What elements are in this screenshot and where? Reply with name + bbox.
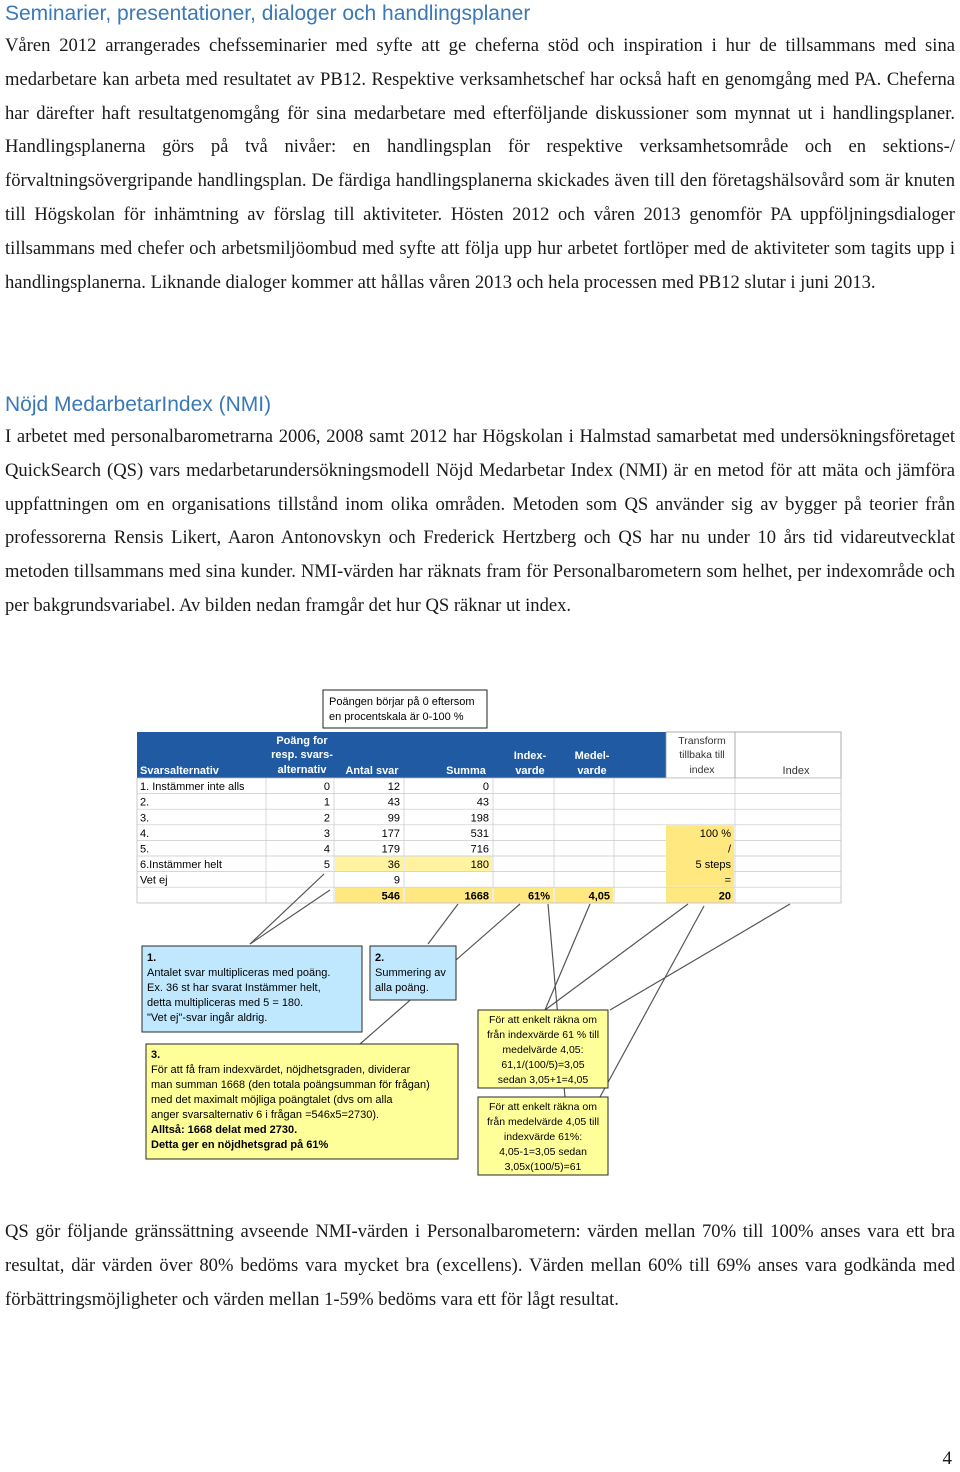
box3-line: För att få fram indexvärdet, nöjdhetsgraden, dividerar — [151, 1064, 411, 1076]
box5-line: För att enkelt räkna om — [489, 1101, 597, 1113]
top-note-line: Poängen börjar på 0 eftersom — [329, 696, 475, 708]
table-cell-label: 3. — [140, 812, 150, 825]
table-cell-label: 5. — [140, 843, 150, 856]
header-svarsalternativ: Svarsalternativ — [140, 765, 219, 777]
table-cell-summa: 43 — [476, 796, 489, 809]
box3-line: man summan 1668 (den totala poängsumman för frågan) — [151, 1079, 430, 1091]
box4-line: 61,1/(100/5)=3,05 — [501, 1059, 585, 1071]
header-poang: resp. svars- — [271, 749, 333, 761]
box5-line: indexvärde 61%: — [503, 1131, 583, 1143]
table-cell-antal: 179 — [381, 843, 400, 856]
table-cell-poang: 0 — [323, 781, 330, 794]
header-index: Index- — [513, 750, 547, 762]
box3-line: Detta ger en nöjdhetsgrad på 61% — [151, 1139, 329, 1151]
table-cell-poang: 4 — [323, 843, 330, 856]
table-cell-transform: 100 % — [699, 827, 731, 840]
table-cell-poang: 2 — [323, 812, 330, 825]
page-number: 4 — [942, 1448, 952, 1469]
box4-line: För att enkelt räkna om — [489, 1014, 597, 1026]
table-cell-label: 2. — [140, 796, 150, 809]
header-medel: Medel- — [574, 750, 610, 762]
total-medel: 4,05 — [588, 890, 610, 903]
table-header — [137, 732, 841, 778]
box5-line: 4,05-1=3,05 sedan — [499, 1146, 587, 1158]
table-cell-label: 4. — [140, 827, 150, 840]
box3-line: 3. — [151, 1049, 161, 1061]
table-cell-summa: 716 — [470, 843, 489, 856]
box-3 — [146, 1044, 458, 1159]
header-idx: Index — [782, 765, 810, 777]
total-antal: 546 — [381, 890, 400, 903]
box5-line: 3,05x(100/5)=61 — [504, 1161, 582, 1173]
header-poang: Poäng for — [276, 735, 328, 747]
table-cell-transform: / — [727, 843, 731, 856]
paragraph-seminarier: Våren 2012 arrangerades chefsseminarier med syfte att ge cheferna stöd och inspiration i hur de tillsammans med sina medarbetare kan arbeta med resultatet av PB12. Respektive verksamhetschef har också haft en genomgång med PA. Cheferna har därefter haft resultatgenomgång för sina medarbetare med efterföljande diskussioner som mynnat ut i handlingsplaner. Handlingsplanerna görs på två nivåer: en handlingsplan för respektive verksamhetsområde och en sektions-/ förvaltningsövergripande handlingsplan. De färdiga handlingsplanerna skickades även till den företagshälsovård som är knuten till Högskolan för inhämtning av förslag till aktiviteter. Hösten 2012 och våren 2013 genomför PA uppföljningsdialoger tillsammans med chefer och arbetsmiljöombud med syfte att följa upp hur arbetet fortlöper med de aktiviteter som tagits upp i handlingsplanerna. Liknande dialoger kommer att hållas våren 2013 och hela processen med PB12 slutar i juni 2013. — [5, 35, 955, 293]
section-heading-nmi: Nöjd MedarbetarIndex (NMI) — [5, 393, 272, 416]
table-cell-summa: 180 — [470, 859, 489, 872]
header-index: varde — [515, 765, 545, 777]
header-medel: varde — [577, 765, 607, 777]
table-cell-poang: 5 — [323, 859, 330, 872]
table-cell-label: Vet ej — [140, 874, 168, 887]
table-cell-poang: 1 — [323, 796, 330, 809]
table-cell-transform: 5 steps — [695, 859, 731, 872]
box3-line: anger svarsalternativ 6 i frågan =546x5=2730). — [151, 1109, 380, 1121]
box2-line: 2. — [375, 952, 385, 964]
total-index: 61% — [527, 890, 550, 903]
table-cell-antal: 177 — [381, 827, 400, 840]
header-transform: Transform — [678, 735, 726, 747]
box1-line: detta multipliceras med 5 = 180. — [147, 997, 304, 1009]
section-heading-seminarier: Seminarier, presentationer, dialoger och handlingsplaner — [5, 2, 531, 25]
table-cell-antal: 43 — [387, 796, 400, 809]
header-transform: tillbaka till — [679, 749, 725, 761]
table-cell-label: 1. Instämmer inte alls — [140, 781, 245, 794]
total-summa: 1668 — [464, 890, 489, 903]
table-cell-poang: 3 — [323, 827, 330, 840]
box1-line: Ex. 36 st har svarat Instämmer helt, — [147, 982, 321, 994]
box5-line: från medelvärde 4,05 till — [486, 1116, 600, 1128]
nmi-calculation-figure — [0, 680, 960, 1190]
table-cell-antal: 99 — [387, 812, 400, 825]
box4-line: från indexvärde 61 % till — [486, 1029, 600, 1041]
paragraph-nmi: I arbetet med personalbarometrarna 2006, 2008 samt 2012 har Högskolan i Halmstad samarbetat med undersökningsföretaget QuickSearch (QS) vars medarbetarundersökningsmodell Nöjd Medarbetar Index (NMI) är en metod för att mäta och jämföra uppfattningen om en organisations tillstånd inom olika områden. Metoden som QS använder sig av bygger på teorier från professorerna Rensis Likert, Aaron Antonovskyn och Frederick Hertzberg och QS har nu under 10 års tid vidareutvecklat metoden tillsammans med sina kunder. NMI-värden har räknats fram för Personalbarometern som helhet, per indexområde och per bakgrundsvariabel. Av bilden nedan framgår det hur QS räknar ut index. — [5, 426, 955, 616]
table-cell-transform: = — [724, 874, 731, 887]
header-transform: index — [689, 764, 715, 776]
table-cell-summa: 198 — [470, 812, 489, 825]
box1-line: "Vet ej"-svar ingår aldrig. — [147, 1012, 268, 1024]
table-cell-antal: 9 — [393, 874, 400, 887]
header-poang: alternativ — [277, 764, 327, 776]
box1-line: 1. — [147, 952, 157, 964]
box4-line: sedan 3,05+1=4,05 — [497, 1074, 589, 1086]
table-body — [137, 778, 841, 903]
paragraph-grans: QS gör följande gränssättning avseende NMI-värden i Personalbarometern: värden mellan 70% till 100% anses vara ett bra resultat, där värden över 80% bedöms vara mycket bra (excellens). Värden mellan 60% till 69% anses vara godkända med förbättringsmöjligheter och värden mellan 1-59% bedöms vara ett för lågt resultat. — [5, 1221, 955, 1310]
table-cell-summa: 0 — [482, 781, 489, 794]
box-5 — [478, 1097, 608, 1175]
box4-line: medelvärde 4,05: — [502, 1044, 584, 1056]
table-cell-antal: 12 — [387, 781, 400, 794]
box-1 — [142, 946, 362, 1032]
total-transform: 20 — [718, 890, 731, 903]
box-4 — [478, 1010, 608, 1088]
top-note-box — [323, 690, 487, 728]
header-summa: Summa — [446, 765, 486, 777]
box1-line: Antalet svar multipliceras med poäng. — [147, 967, 331, 979]
box2-line: Summering av — [375, 967, 446, 979]
box-2 — [370, 946, 456, 1000]
top-note-line: en procentskala är 0-100 % — [329, 711, 464, 723]
table-cell-summa: 531 — [470, 827, 489, 840]
table-cell-label: 6.Instämmer helt — [140, 859, 222, 872]
box3-line: Alltså: 1668 delat med 2730. — [151, 1124, 298, 1136]
table-cell-antal: 36 — [387, 859, 400, 872]
box2-line: alla poäng. — [375, 982, 429, 994]
box3-line: med det maximalt möjliga poängtalet (dvs om alla — [151, 1094, 393, 1106]
header-antal: Antal svar — [345, 765, 399, 777]
